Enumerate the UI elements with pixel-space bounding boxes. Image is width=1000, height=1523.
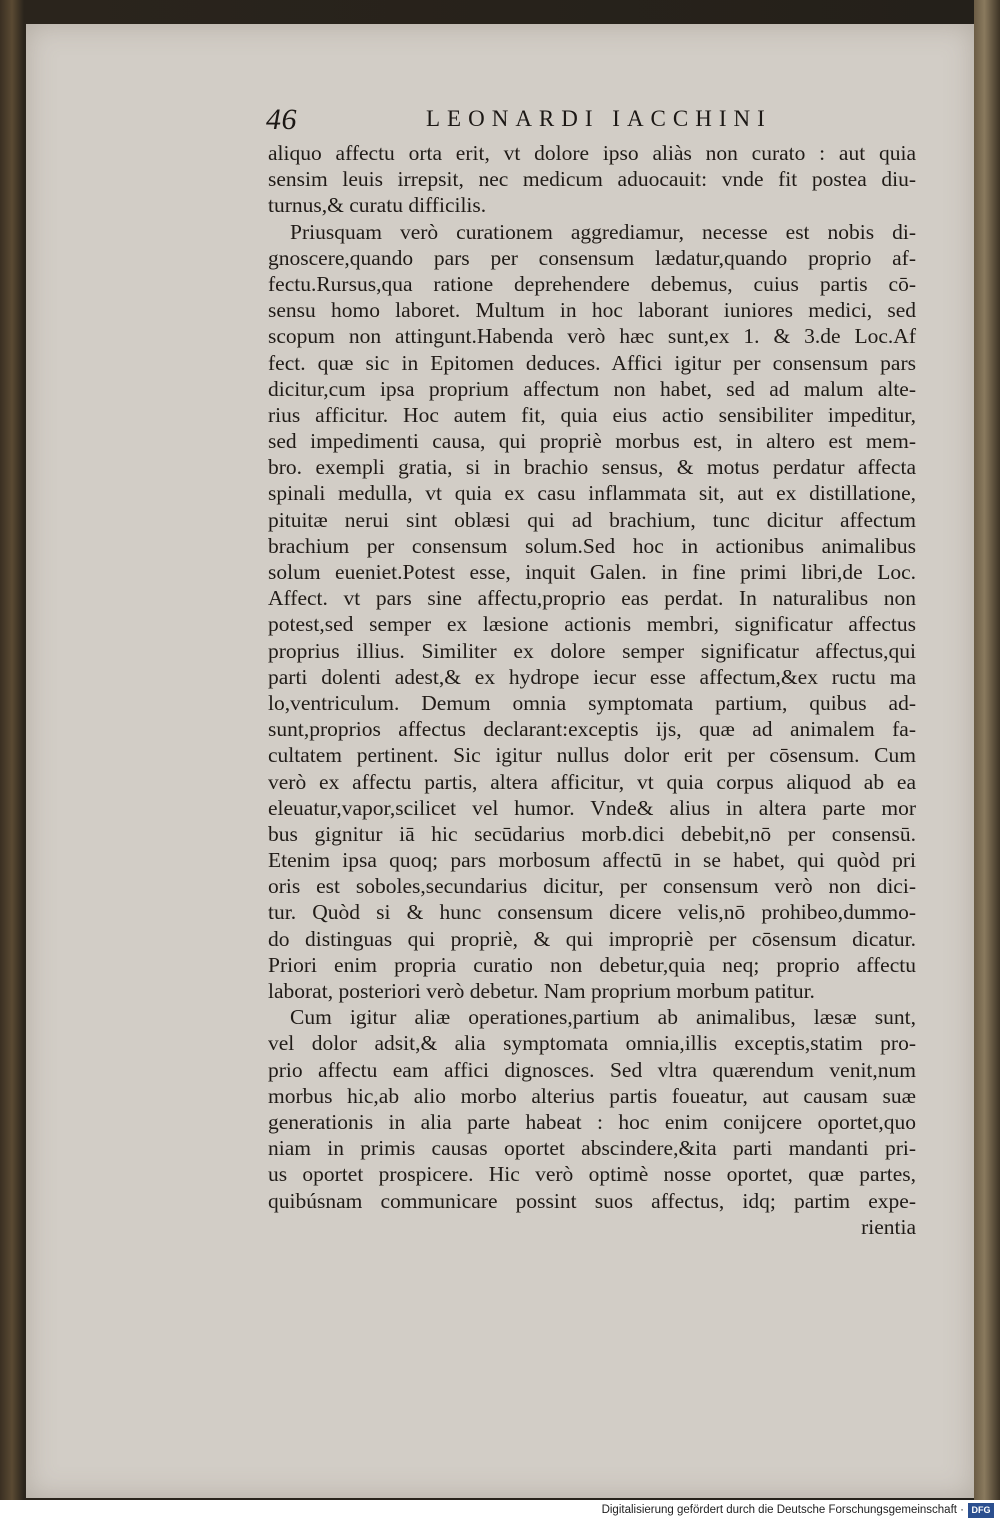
- text-line: proprius illius. Similiter ex dolore semper significatur affectus,qui: [268, 638, 916, 663]
- text-line: sunt,proprios affectus declarant:exceptis ijs, quæ ad animalem fa-: [268, 717, 916, 742]
- text-line: morbus hic,ab alio morbo alterius partis foueatur, aut causam suæ: [268, 1083, 916, 1108]
- dfg-logo: DFG: [968, 1503, 994, 1518]
- text-line: vel dolor adsit,& alia symptomata omnia,illis exceptis,statim pro-: [268, 1031, 916, 1056]
- paragraph-start-line: Priusquam verò curationem aggrediamur, necesse est nobis di-: [290, 219, 916, 244]
- text-line: fectu.Rursus,qua ratione deprehendere debemus, cuius partis cō-: [268, 271, 916, 296]
- text-line: bus gignitur iā hic secūdarius morb.dici debebit,nō per consensū.: [268, 821, 916, 846]
- text-line: do distinguas qui propriè, & qui impropriè per cōsensum dicatur.: [268, 926, 916, 951]
- text-line: solum eueniet.Potest esse, inquit Galen. in fine primi libri,de Loc.: [268, 560, 916, 584]
- paragraph-start-line: Cum igitur aliæ operationes,partium ab animalibus, læsæ sunt,: [290, 1005, 916, 1030]
- text-line: laborat, posteriori verò debetur. Nam proprium morbum patitur.: [268, 979, 815, 1003]
- text-line: niam in primis causas oportet abscindere,&ita parti mandanti pri-: [268, 1136, 916, 1161]
- footer-bar: [0, 1500, 1000, 1523]
- text-line: turnus,& curatu difficilis.: [268, 193, 487, 218]
- book-edge: [974, 0, 1000, 1500]
- text-line: lo,ventriculum. Demum omnia symptomata partium, quibus ad-: [268, 690, 916, 715]
- digitization-credit: Digitalisierung gefördert durch die Deutsche Forschungsgemeinschaft ·: [601, 1504, 964, 1516]
- text-line: Etenim ipsa quoq; pars morbosum affectū in se habet, qui quòd pri: [268, 848, 916, 873]
- text-line: verò ex affectu partis, altera afficitur, vt quia corpus aliquod ab ea: [268, 769, 916, 794]
- text-line: scopum non attingunt.Habenda verò hæc sunt,ex 1. & 3.de Loc.Af: [268, 324, 916, 349]
- text-line: potest,sed semper ex læsione actionis membri, significatur affectus: [268, 612, 916, 637]
- text-line: Priori enim propria curatio non debetur,quia neq; proprio affectu: [268, 952, 916, 977]
- text-line: sensim leuis irrepsit, nec medicum aduocauit: vnde fit postea diu-: [268, 167, 916, 192]
- text-line: generationis in alia parte habeat : hoc enim conijcere oportet,quo: [268, 1109, 916, 1134]
- text-line: parti dolenti adest,& ex hydrope iecur esse affectum,&ex ructu ma: [268, 664, 916, 689]
- text-line: pituitæ nerui sint oblæsi qui ad brachium, tunc dicitur affectum: [268, 507, 916, 532]
- text-line: quibúsnam communicare possint suos affectus, idq; partim expe-: [268, 1188, 916, 1213]
- text-line: tur. Quòd si & hunc consensum dicere velis,nō prohibeo,dummo-: [268, 900, 916, 925]
- body-text: [268, 140, 916, 1240]
- text-line: brachium per consensum solum.Sed hoc in actionibus animalibus: [268, 533, 916, 558]
- text-line: sensu homo laboret. Multum in hoc laborant iuniores medici, sed: [268, 298, 916, 323]
- text-line: eleuatur,vapor,scilicet vel humor. Vnde& alius in altera parte mor: [268, 795, 916, 820]
- text-line: gnoscere,quando pars per consensum lædatur,quando proprio af-: [268, 245, 916, 270]
- page-number: 46: [266, 103, 297, 136]
- text-line: oris est soboles,secundarius dicitur, per consensum verò non dici-: [268, 874, 916, 899]
- text-line: aliquo affectu orta erit, vt dolore ipso aliàs non curato : aut quia: [268, 141, 916, 165]
- text-line: prio affectu eam affici dignosces. Sed vltra quærendum venit,num: [268, 1057, 916, 1082]
- text-line: cultatem pertinent. Sic igitur nullus dolor erit per cōsensum. Cum: [268, 743, 916, 768]
- text-line: dicitur,cum ipsa proprium affectum non habet, sed ad malum alte-: [268, 376, 916, 401]
- text-line: rius afficitur. Hoc autem fit, quia eius actio sensibiliter impeditur,: [268, 402, 916, 427]
- running-title: LEONARDI IACCHINI: [426, 106, 772, 131]
- catchword: rientia: [861, 1214, 916, 1239]
- text-line: spinali medulla, vt quia ex casu inflammata sit, aut ex distillatione,: [268, 481, 916, 506]
- text-line: Affect. vt pars sine affectu,proprio eas perdat. In naturalibus non: [268, 586, 916, 611]
- text-line: bro. exempli gratia, si in brachio sensus, & motus perdatur affecta: [268, 455, 916, 480]
- running-head: [266, 103, 926, 139]
- text-line: fect. quæ sic in Epitomen deduces. Affici igitur per consensum pars: [268, 350, 916, 375]
- text-line: sed impedimenti causa, qui propriè morbus est, in altero est mem-: [268, 429, 916, 454]
- text-line: us oportet prospicere. Hic verò optimè nosse oportet, quæ partes,: [268, 1162, 916, 1187]
